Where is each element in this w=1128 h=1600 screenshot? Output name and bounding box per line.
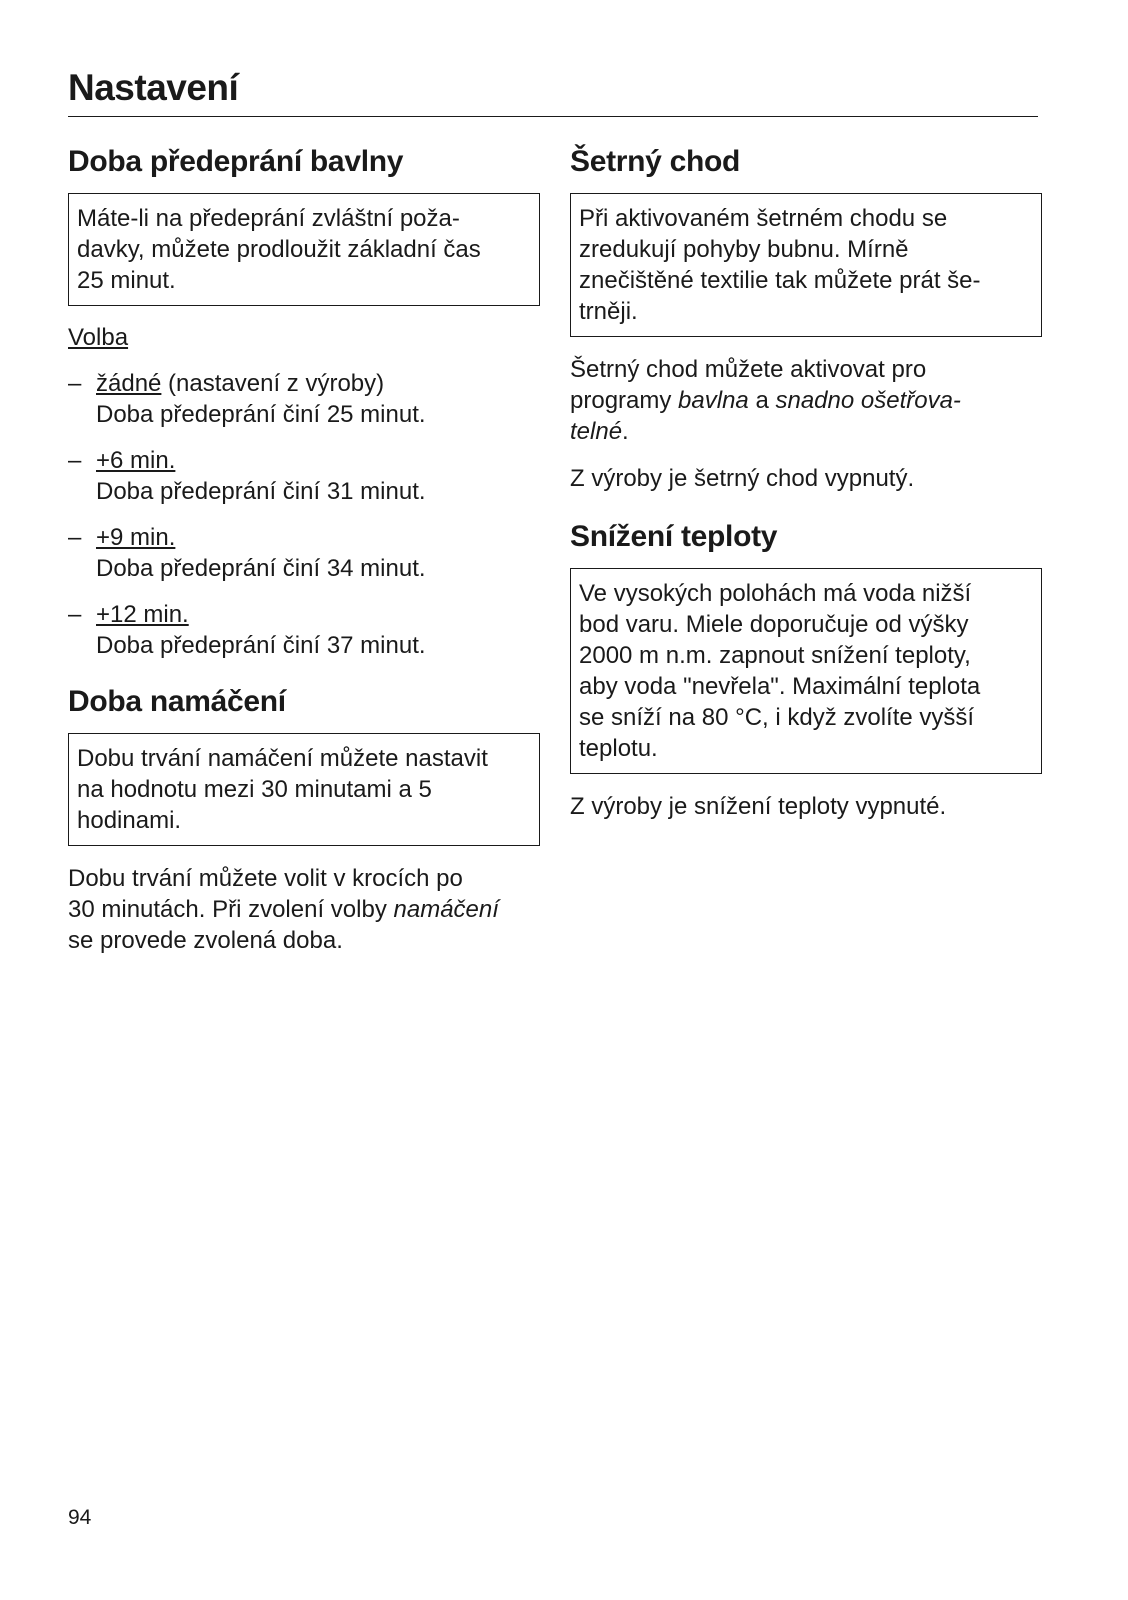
box-line: Při aktivovaném šetrném chodu se xyxy=(579,205,948,232)
paragraph-namaceni xyxy=(68,863,540,956)
dash: – xyxy=(68,447,82,474)
dash: – xyxy=(68,601,82,628)
box-line: 25 minut. xyxy=(77,267,176,294)
para-italic: snadno ošetřova- xyxy=(775,387,961,414)
section-heading-setrny-chod: Šetrný chod xyxy=(570,145,741,178)
paragraph-setrny-default: Z výroby je šetrný chod vypnutý. xyxy=(570,465,915,492)
title-divider xyxy=(68,116,1038,117)
option-item xyxy=(68,445,540,507)
box-line: teplotu. xyxy=(579,735,658,762)
option-suffix: (nastavení z výroby) xyxy=(161,370,385,397)
box-line: znečištěné textilie tak můžete prát še- xyxy=(579,267,981,294)
para-text: . xyxy=(622,418,629,445)
info-box-snizeni-teploty xyxy=(570,568,1042,774)
option-desc: Doba předeprání činí 34 minut. xyxy=(96,555,426,582)
volba-label-text: Volba xyxy=(68,324,129,351)
info-box-setrny-chod xyxy=(570,193,1042,337)
box-line: hodinami. xyxy=(77,807,182,834)
paragraph-snizeni-default: Z výroby je snížení teploty vypnuté. xyxy=(570,793,947,820)
box-line: se sníží na 80 °C, i když zvolíte vyšší xyxy=(579,704,975,731)
page-number: 94 xyxy=(68,1506,92,1529)
para-text: se provede zvolená doba. xyxy=(68,927,343,954)
option-item xyxy=(68,522,540,584)
info-box-namaceni xyxy=(68,733,540,846)
para-italic: telné xyxy=(570,418,623,445)
para-text: programy xyxy=(570,387,679,414)
box-line: zredukují pohyby bubnu. Mírně xyxy=(579,236,909,263)
box-line: Ve vysokých polohách má voda nižší xyxy=(579,580,972,607)
para-italic: bavlna xyxy=(678,387,749,414)
option-label: +9 min. xyxy=(96,524,176,551)
option-list xyxy=(68,368,540,661)
option-desc: Doba předeprání činí 37 minut. xyxy=(96,632,426,659)
volba-label xyxy=(68,322,540,353)
option-desc: Doba předeprání činí 25 minut. xyxy=(96,401,426,428)
info-box-predeprani xyxy=(68,193,540,306)
option-item xyxy=(68,368,540,430)
section-heading-namaceni: Doba namáčení xyxy=(68,685,286,718)
option-label: +6 min. xyxy=(96,447,176,474)
box-line: Dobu trvání namáčení můžete nastavit xyxy=(77,745,488,772)
option-label: +12 min. xyxy=(96,601,189,628)
page-title: Nastavení xyxy=(68,67,239,108)
box-line: trněji. xyxy=(579,298,638,325)
para-text: Šetrný chod můžete aktivovat pro xyxy=(570,356,927,383)
option-desc: Doba předeprání činí 31 minut. xyxy=(96,478,426,505)
box-line: davky, můžete prodloužit základní čas xyxy=(77,236,481,263)
box-line: na hodnotu mezi 30 minutami a 5 xyxy=(77,776,432,803)
para-italic: namáčení xyxy=(393,896,499,923)
left-column xyxy=(68,143,540,956)
dash: – xyxy=(68,370,82,397)
dash: – xyxy=(68,524,82,551)
para-text: Dobu trvání můžete volit v krocích po xyxy=(68,865,463,892)
right-column xyxy=(570,143,1042,822)
box-line: 2000 m n.m. zapnout snížení teploty, xyxy=(579,642,971,669)
box-line: bod varu. Miele doporučuje od výšky xyxy=(579,611,969,638)
paragraph-setrny-chod xyxy=(570,354,1042,447)
para-text: a xyxy=(748,387,776,414)
section-heading-snizeni-teploty: Snížení teploty xyxy=(570,520,778,553)
option-label: žádné xyxy=(96,370,162,397)
para-text: 30 minutách. Při zvolení volby xyxy=(68,896,394,923)
box-line: aby voda "nevřela". Maximální teplota xyxy=(579,673,981,700)
option-item xyxy=(68,599,540,661)
box-line: Máte-li na předeprání zvláštní poža- xyxy=(77,205,460,232)
section-heading-predeprani: Doba předeprání bavlny xyxy=(68,145,404,178)
